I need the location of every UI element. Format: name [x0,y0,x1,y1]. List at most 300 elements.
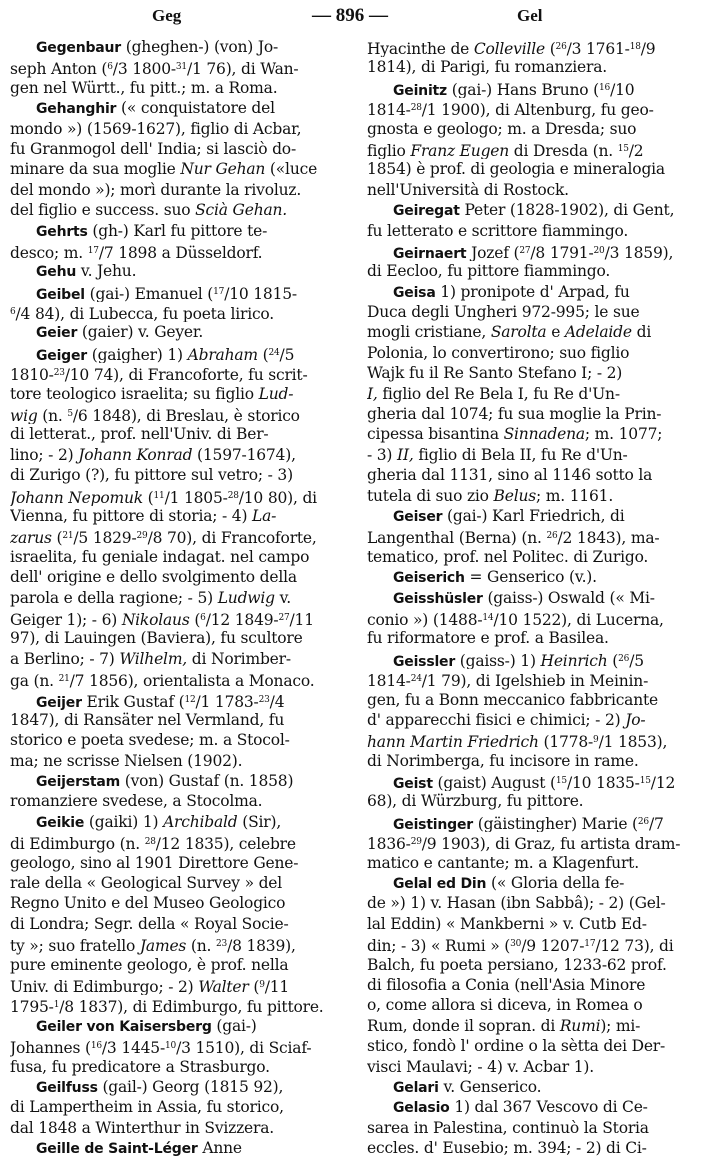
text-line [367,567,715,587]
text-run: hann Martin Friedrich [367,733,539,751]
text-run: /11 [289,610,314,629]
entry-headword: Geistinger [393,816,473,833]
text-run: di Norimber- [187,649,291,668]
superscript: 23 [216,939,228,950]
text-line [10,404,358,424]
text-run: Adelaide [564,323,632,342]
text-line [367,282,715,302]
text-run: 1836- [367,835,411,853]
text-line [10,200,358,220]
text-line [367,771,715,791]
text-line [367,98,715,118]
text-run: (« conquistatore del [116,99,275,118]
text-line [367,302,715,322]
superscript: 6 [107,62,113,73]
text-run: desco; m. [10,243,88,262]
text-line [10,955,358,975]
text-run: 68), di Würzburg, fu pittore. [367,792,584,811]
text-run: /10 1815- [224,284,297,303]
text-run: Anne [197,1139,242,1158]
text-line [10,547,358,567]
text-line [10,1016,358,1036]
left-column [10,37,358,1158]
text-run: 1795- [10,998,54,1016]
superscript: 30 [510,939,522,950]
text-run: James [139,937,187,955]
text-run: Abraham [187,345,258,364]
text-line [367,690,715,710]
superscript: 17 [213,286,225,297]
text-line [367,78,715,98]
text-line [367,893,715,913]
text-line [10,526,358,546]
text-line [367,628,715,648]
page-header [0,0,718,32]
text-run: /9 1903), di Graz, fu artista dram- [421,835,681,853]
entry-headword: Geijer [36,694,82,710]
text-run: dal 1848 a Winterthur in Svizzera. [10,1118,275,1137]
text-line [367,1097,715,1117]
text-run: 1810- [10,366,54,384]
entry-headword: Geikie [36,814,85,831]
superscript: 17 [87,245,99,256]
text-run: 1814- [367,672,411,690]
entry-headword: Gegenbaur [36,40,122,56]
text-line [367,424,715,444]
text-run: fu letterato e scrittore fiammingo. [367,221,629,240]
text-run: /7 [648,814,664,833]
text-run: (von) Gustaf (n. 1858) [120,772,294,791]
text-run: (gai-) Karl Friedrich, di [442,506,625,525]
text-line [367,465,715,485]
text-run: /10 1835- [566,774,640,792]
superscript: 26 [618,653,630,664]
text-run: v. Jehu. [76,262,137,281]
text-run: /9 [640,40,656,58]
text-line [367,995,715,1015]
text-line [367,669,715,689]
entry-headword: Geissler [393,653,456,670]
text-run: din; - 3) « Rumi » ( [367,937,511,955]
text-run: figlio di Bela II, fu Re d'Un- [413,445,628,464]
text-run: (gai-) Hans Bruno ( [447,80,599,99]
superscript: 10 [165,1041,177,1052]
superscript: 6 [200,612,206,623]
text-run: romanziere svedese, a Stocolma. [10,792,263,811]
text-run: ( [544,40,556,58]
text-run: mondo ») (1569-1627), figlio di Acbar, [10,119,302,138]
text-line [10,1138,358,1158]
text-run: fu riformatore e prof. a Basilea. [367,629,609,648]
text-line [367,1118,715,1138]
text-line [10,445,358,465]
text-run: (gaiss-) 1) [455,651,541,670]
superscript: 1 [53,1000,60,1011]
text-run: ga (n. [10,672,59,690]
text-run: /9 1207- [521,937,585,955]
text-run: di filosofia a Conia (nell'Asia Minore [367,975,646,994]
text-run: ty »; suo fratello [10,937,140,955]
text-run: La- [252,506,277,525]
text-run: /11 [264,977,290,996]
text-run: /1 79), di Igelshieb in Meinin- [421,672,649,690]
superscript: 16 [599,82,611,93]
text-run: /3 1445- [101,1039,166,1057]
text-line [10,832,358,852]
text-run: /8 1837), di Edimburgo, fu pittore. [59,998,324,1016]
entry-headword: Geille de Saint-Léger [36,1141,198,1158]
text-run: Johann Konrad [78,445,193,464]
text-run: (n. [37,407,68,425]
text-run: ; m. 1161. [536,486,614,505]
text-run: mogli cristiane, [367,323,491,342]
text-run: fu Granmogol dell' India; si lasciò do- [10,139,296,158]
entry-headword: Geijerstam [36,774,121,791]
text-line [367,853,715,873]
text-run: Lud- [258,384,294,403]
entry-headword: Geibel [36,286,85,303]
text-run: conio ») (1488- [367,610,483,629]
text-run: Langenthal (Berna) (n. [367,529,547,547]
text-run: Colleville [473,40,545,58]
superscript: 15 [617,143,629,154]
text-run: /1 76), di Wan- [186,60,299,78]
text-line [10,1077,358,1097]
superscript: 12 [184,694,196,705]
superscript: 21 [62,531,74,542]
text-run: ( [142,488,154,506]
text-line [10,78,358,98]
text-line [10,628,358,648]
superscript: 23 [53,368,65,379]
text-line [10,669,358,689]
text-run: (gaiss-) Oswald (« Mi- [482,588,655,607]
text-run: lino; - 2) [10,445,79,464]
text-run: di Lampertheim in Assia, fu storico, [10,1098,284,1117]
text-run: /5 [629,651,644,670]
text-run: /1 1853), [598,733,668,751]
text-run: gnosta e geologo; m. a Dresda; suo [367,119,637,138]
text-run: di [631,323,652,342]
text-line [367,934,715,954]
text-line [367,791,715,811]
text-run: ( [189,610,201,629]
superscript: 27 [278,612,290,623]
text-run: ; m. 1077; [584,425,663,444]
text-run: sarea in Palestina, continuò la Storia [367,1118,649,1137]
superscript: 24 [410,674,422,685]
text-run: (gail-) Georg (1815 92), [97,1077,284,1096]
entry-headword: Geisshüsler [393,590,483,607]
text-run: Johannes ( [10,1039,91,1057]
text-run: pure eminente geologo, è prof. nella [10,955,289,974]
text-run: Polonia, lo convertirono; suo figlio [367,343,630,362]
text-run: cipessa bisantina [367,425,504,444]
text-run: 1814), di Parigi, fu romanziera. [367,58,608,77]
text-run: (1778- [538,733,594,751]
text-line [367,812,715,832]
text-run: /10 74), di Francoforte, fu scrit- [64,366,308,384]
superscript: 28 [410,103,422,114]
entry-headword: Geilfuss [36,1079,98,1096]
text-run: /10 [610,80,635,99]
text-run: /3 1761- [566,40,630,58]
text-run: di Londra; Segr. della « Royal Socie- [10,914,289,933]
superscript: 14 [482,612,494,623]
entry-headword: Gehrts [36,223,88,240]
text-run: di Dresda (n. [509,141,618,160]
superscript: 6 [10,307,16,318]
text-run: (gheghen-) (von) Jo- [121,38,279,56]
text-run: Jo- [625,710,646,729]
text-line [367,261,715,281]
text-run: dell' origine e dello svolgimento della [10,568,297,587]
superscript: 23 [258,694,270,705]
text-run: /2 1843), ma- [557,529,660,547]
text-run: de ») 1) v. Hasan (ibn Sabbâ); - 2) (Gel- [367,894,666,913]
text-run: minare da sua moglie [10,160,181,179]
text-run: /5 [279,345,295,364]
text-run: (gaier) v. Geyer. [77,323,204,342]
text-line [10,1057,358,1077]
text-run: Erik Gustaf ( [81,692,185,710]
text-line [10,139,358,159]
text-run: Sinnadena [503,425,585,444]
text-run: o, come allora si diceva, in Romea o [367,996,643,1015]
text-line [367,1057,715,1077]
text-line [10,221,358,241]
text-run: (gai-) [211,1016,257,1035]
text-run: /1 1783- [195,692,259,710]
text-run: ( [51,529,63,547]
text-run: ( [257,345,269,364]
superscript: 11 [153,490,165,501]
text-run: /10 1522), di Lucerna, [493,610,664,629]
text-line [10,690,358,710]
text-run: /3 1800- [112,60,176,78]
text-run: Wajk fu il Re Santo Stefano I; - 2) [367,364,623,383]
text-line [10,649,358,669]
text-line [10,975,358,995]
entry-headword: Geiregat [393,203,460,220]
text-line [367,363,715,383]
text-run: nell'Università di Rostock. [367,180,569,199]
text-line [367,57,715,77]
text-line [10,261,358,281]
text-line [10,424,358,444]
text-line [367,1138,715,1158]
text-run: /8 1791- [530,243,594,262]
text-line [367,384,715,404]
text-line [10,608,358,628]
text-run: Archibald [163,812,238,831]
text-run: gen, fu a Bonn meccanico fabbricante [367,690,659,709]
text-line [10,322,358,342]
entry-headword: Gelasio [393,1100,450,1117]
text-run: Jozef ( [466,243,520,262]
text-run: ( [607,651,619,670]
text-run: Heinrich [540,651,608,670]
text-run: = Genserico (v.). [464,568,597,587]
text-run: /7 1898 a Düsseldorf. [98,243,263,262]
superscript: 27 [519,245,531,256]
text-line [367,1036,715,1056]
superscript: 20 [593,245,605,256]
text-line [367,730,715,750]
text-run: /7 1856), orientalista a Monaco. [69,672,315,690]
text-run: /10 80), di [238,488,317,506]
text-line [367,526,715,546]
entry-headword: Geirnaert [393,245,467,262]
text-run: Scià Gehan. [195,201,288,220]
text-line [367,975,715,995]
text-line [10,1097,358,1117]
text-run: storico e poeta svedese; m. a Stocol- [10,731,290,750]
text-run: II, [397,445,414,464]
superscript: 28 [227,490,239,501]
text-line [367,832,715,852]
text-run: di Edimburgo (n. [10,835,145,853]
text-line [367,1077,715,1097]
text-run: /12 [650,774,676,792]
text-run: /12 1849- [205,610,279,629]
text-run: tore teologico israelita; su figlio [10,384,259,403]
text-run: figlio del Re Bela I, fu Re d'Un- [377,384,620,403]
text-line [367,506,715,526]
entry-headword: Geinitz [393,82,447,99]
text-line [367,404,715,424]
text-run: (gaigher) 1) [87,345,188,364]
text-run: 97), di Lauingen (Baviera), fu scultore [10,629,303,648]
text-run: israelita, fu geniale indagat. nel campo [10,547,310,566]
page-number: — 896 — [312,5,388,26]
text-line [10,893,358,913]
text-run: Geiger 1); - 6) [10,610,122,629]
text-line [10,180,358,200]
text-line [367,649,715,669]
text-line [10,1036,358,1056]
text-run: 1814- [367,101,411,119]
text-line [10,751,358,771]
superscript: 24 [268,347,280,358]
superscript: 31 [175,62,187,73]
text-line [10,98,358,118]
text-run: (1597-1674), [192,445,296,464]
text-line [10,995,358,1015]
text-run: Nur Gehan [180,160,266,179]
text-run: 1847), di Ransäter nel Vermland, fu [10,710,285,729]
text-line [367,873,715,893]
text-line [10,119,358,139]
text-line [10,567,358,587]
text-line [10,771,358,791]
text-run: Belus [493,486,536,505]
text-run: Nikolaus [121,610,190,629]
text-line [367,486,715,506]
text-run: tematico, prof. nel Politec. di Zurigo. [367,547,649,566]
superscript: 16 [90,1041,102,1052]
superscript: 21 [58,674,70,685]
text-run: Rum, donde il sopran. di [367,1016,560,1035]
entry-headword: Gehanghir [36,101,117,118]
text-run: /3 1859), [604,243,674,262]
entry-headword: Gehu [36,264,77,281]
text-run: d' apparecchi fisici e chimici; - 2) [367,710,626,729]
text-run: /8 1839), [227,937,296,955]
text-run: seph Anton ( [10,60,108,78]
text-line [367,608,715,628]
text-run: fusa, fu predicatore a Strasburgo. [10,1057,270,1076]
text-run: del mondo »); morì durante la rivoluz. [10,180,302,199]
entry-headword: Geier [36,325,78,342]
text-line [10,791,358,811]
text-line [10,812,358,832]
text-run: I, [367,384,378,403]
superscript: 26 [555,42,567,52]
text-run: Rumi [559,1016,601,1035]
text-run: /6 1848), di Breslau, è storico [72,407,300,425]
text-run: Wilhelm, [119,649,188,668]
entry-headword: Gelal ed Din [393,876,487,893]
text-run: Peter (1828-1902), di Gent, [459,201,675,220]
text-run: /2 [628,141,644,160]
text-run: gheria dal 1131, sino al 1146 sotto la [367,466,653,485]
text-line [10,1118,358,1138]
text-line [367,37,715,57]
text-line [10,57,358,77]
text-run: (gai-) Emanuel ( [84,284,214,303]
text-run: (gh-) Karl fu pittore te- [87,221,268,240]
text-line [367,914,715,934]
text-run: del figlio e success. suo [10,201,196,220]
text-line [10,873,358,893]
text-run: matico e cantante; m. a Klagenfurt. [367,853,639,872]
text-run: (gaist) August ( [432,774,556,792]
text-run: Ludwig [217,588,275,607]
superscript: 29 [410,837,422,848]
text-run: tutela di suo zio [367,486,494,505]
text-run: 1854) è prof. di geologia e mineralogia [367,160,665,179]
text-run: figlio [367,141,411,160]
right-column [367,37,715,1158]
text-run: - 3) [367,445,398,464]
text-line [10,710,358,730]
text-line [367,1016,715,1036]
text-run: ma; ne scrisse Nielsen (1902). [10,751,243,770]
text-run: Walter [198,977,249,996]
text-run: rale della « Geological Survey » del [10,874,283,893]
text-run: Regno Unito e del Museo Geologico [10,894,286,913]
text-line [10,159,358,179]
text-line [10,282,358,302]
text-run: Duca degli Ungheri 972-995; le sue [367,303,640,322]
text-line [10,384,358,404]
text-run: /12 73), di [595,937,674,955]
text-run: Hyacinthe de [367,40,474,58]
text-line [10,934,358,954]
text-run: di letterat., prof. nell'Univ. di Ber- [10,425,269,444]
text-line [367,955,715,975]
text-run: 1) pronipote d' Arpad, fu [435,282,630,301]
text-run: /1 1805- [164,488,228,506]
text-run: ); mi- [600,1016,641,1035]
text-run: di Norimberga, fu incisore in rame. [367,751,639,770]
text-line [367,119,715,139]
text-line [10,37,358,57]
entry-headword: Geist [393,776,433,792]
superscript: 17 [584,939,596,950]
text-run: 1) dal 367 Vescovo di Ce- [449,1098,648,1117]
